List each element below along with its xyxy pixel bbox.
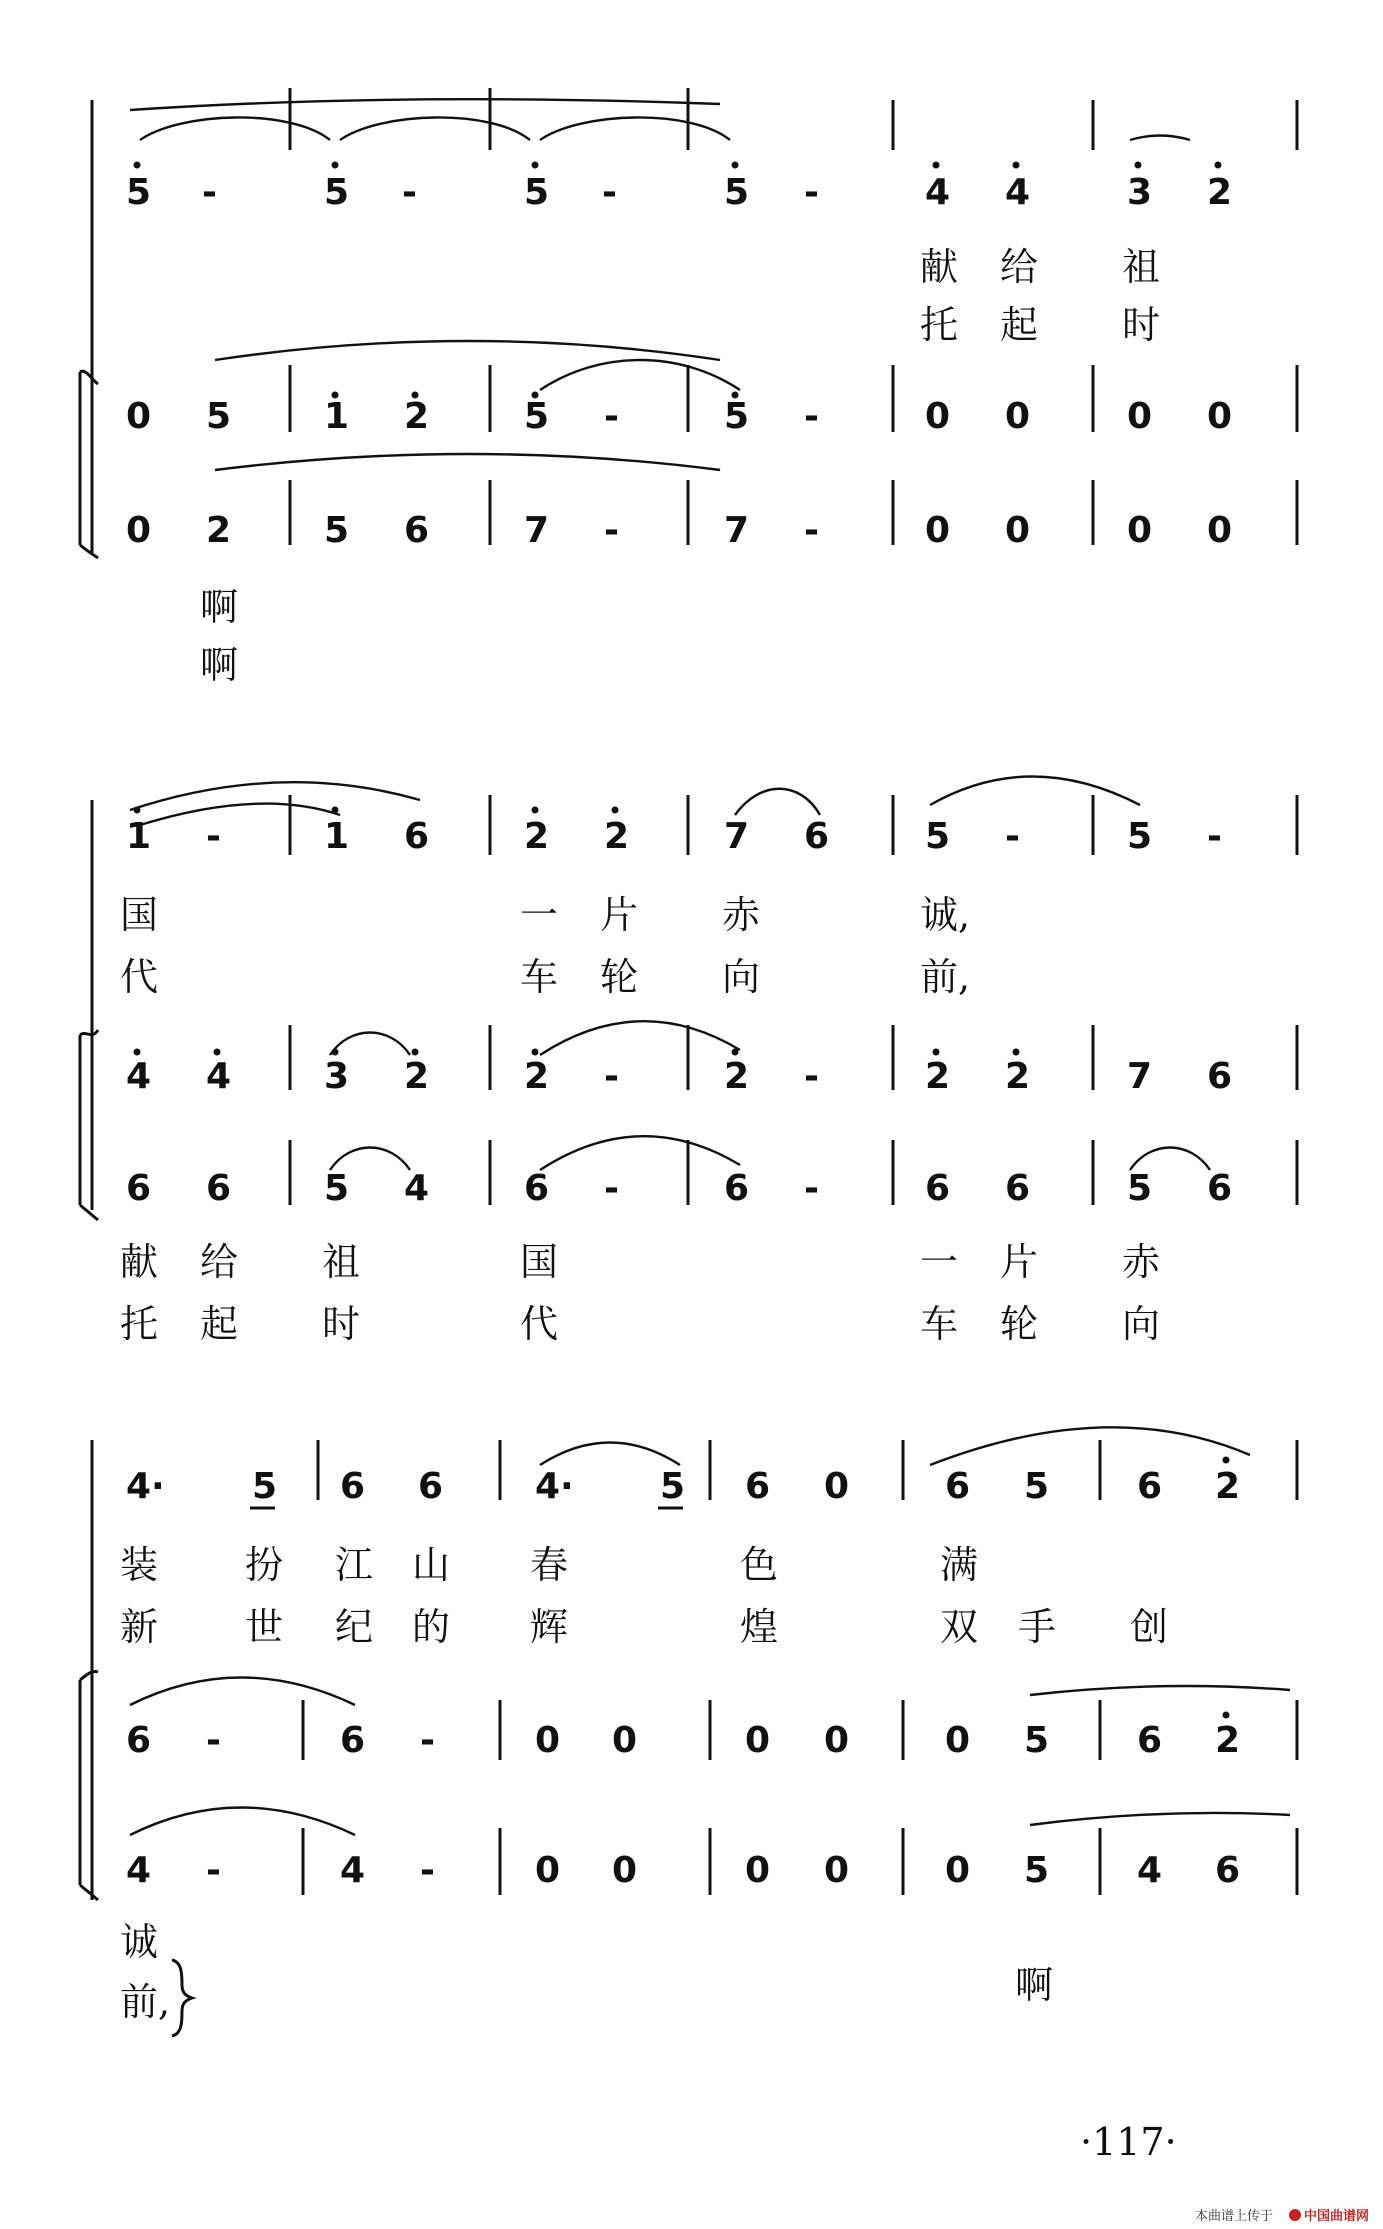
lyric: 一 xyxy=(520,893,559,937)
note: 4 xyxy=(925,172,951,213)
note: 0 xyxy=(126,510,152,551)
lyric: 啊 xyxy=(200,585,239,629)
note: 6 xyxy=(925,1168,951,1209)
note: 0 xyxy=(535,1720,561,1761)
note: 0 xyxy=(945,1720,971,1761)
lyric: 赤 xyxy=(722,893,761,937)
note: 3 xyxy=(324,1056,350,1097)
note: 0 xyxy=(1005,396,1031,437)
note: 6 xyxy=(1137,1720,1163,1761)
note: - xyxy=(604,1168,619,1209)
lyric: 向 xyxy=(722,955,761,999)
note: - xyxy=(206,1720,221,1761)
note: 4 xyxy=(1137,1850,1163,1891)
upload-credit: 本曲谱上传于 xyxy=(1195,2209,1274,2224)
note: 0 xyxy=(1207,510,1233,551)
note: 1 xyxy=(324,816,350,857)
lyric: 煌 xyxy=(740,1605,779,1649)
note: 0 xyxy=(1127,396,1153,437)
lyric: 轮 xyxy=(1000,1302,1039,1346)
lyric: 色 xyxy=(740,1543,779,1587)
lyric: 给 xyxy=(200,1240,239,1284)
note: 0 xyxy=(535,1850,561,1891)
lyric: 起 xyxy=(200,1302,239,1346)
note: 4 xyxy=(404,1168,430,1209)
brace-icon xyxy=(172,1960,192,2036)
note: 4 xyxy=(126,1850,152,1891)
lyric: 手 xyxy=(1018,1605,1057,1649)
note: 6 xyxy=(1207,1168,1233,1209)
note: 2 xyxy=(404,396,430,437)
lyric: 托 xyxy=(920,303,959,347)
note: 5 xyxy=(324,1168,350,1209)
note: 6 xyxy=(340,1720,366,1761)
lyric: 扮 xyxy=(245,1543,284,1587)
note: - xyxy=(804,1168,819,1209)
mid-notes-3 xyxy=(126,1720,1240,1761)
lyric: 车 xyxy=(920,1302,959,1346)
lyric: 代 xyxy=(520,1302,559,1346)
note: 0 xyxy=(824,1720,850,1761)
note: 6 xyxy=(945,1466,971,1507)
note: - xyxy=(602,172,617,213)
note: 6 xyxy=(340,1466,366,1507)
note: 0 xyxy=(1005,510,1031,551)
note: 2 xyxy=(724,1056,750,1097)
note: - xyxy=(202,172,217,213)
note: 6 xyxy=(206,1168,232,1209)
lyric: 献 xyxy=(920,245,959,289)
note: 0 xyxy=(1207,396,1233,437)
lyric: 国 xyxy=(120,893,159,937)
lyric: 片 xyxy=(1000,1240,1039,1284)
note: 5 xyxy=(724,396,750,437)
lyric: 山 xyxy=(412,1543,451,1587)
note: 4· xyxy=(535,1466,574,1507)
lyric: 前, xyxy=(120,1980,171,2024)
note: 6 xyxy=(404,510,430,551)
note: 0 xyxy=(745,1850,771,1891)
lyric: 给 xyxy=(1000,245,1039,289)
note: 4 xyxy=(1005,172,1031,213)
note: 7 xyxy=(724,510,750,551)
lyric: 代 xyxy=(120,955,159,999)
lyric: 双 xyxy=(940,1605,979,1649)
note: 2 xyxy=(524,1056,550,1097)
note: 0 xyxy=(1127,510,1153,551)
note: 2 xyxy=(1207,172,1233,213)
note: 1 xyxy=(126,816,152,857)
note: 0 xyxy=(824,1466,850,1507)
note: 7 xyxy=(524,510,550,551)
site-logo-text: 中国曲谱网 xyxy=(1304,2209,1370,2224)
staff-bracket xyxy=(80,1030,98,1220)
note: - xyxy=(1005,816,1020,857)
lyric: 满 xyxy=(940,1543,979,1587)
note: 5 xyxy=(252,1466,278,1507)
note: - xyxy=(804,172,819,213)
note: 2 xyxy=(1215,1720,1241,1761)
lyric: 托 xyxy=(120,1302,159,1346)
note: 2 xyxy=(1005,1056,1031,1097)
note: 6 xyxy=(724,1168,750,1209)
low-notes-2 xyxy=(126,1168,1232,1209)
low-notes-1 xyxy=(126,510,1232,551)
note: 6 xyxy=(804,816,830,857)
note: 7 xyxy=(1127,1056,1153,1097)
note: 4 xyxy=(126,1056,152,1097)
note: - xyxy=(206,816,221,857)
note: - xyxy=(804,510,819,551)
note: 5 xyxy=(1127,816,1153,857)
note: - xyxy=(402,172,417,213)
system-2 xyxy=(80,777,1297,1347)
note: 6 xyxy=(1005,1168,1031,1209)
note: 4 xyxy=(206,1056,232,1097)
lyric: 时 xyxy=(322,1302,361,1346)
note: - xyxy=(804,396,819,437)
note: 0 xyxy=(925,396,951,437)
note: 5 xyxy=(206,396,232,437)
lyric: 辉 xyxy=(530,1605,569,1649)
note: 1 xyxy=(324,396,350,437)
note: 0 xyxy=(612,1720,638,1761)
lyric: 诚 xyxy=(120,1920,159,1964)
note: 0 xyxy=(612,1850,638,1891)
low-notes-3 xyxy=(126,1850,1240,1891)
note: - xyxy=(420,1850,435,1891)
lyric: 啊 xyxy=(1015,1963,1054,2007)
note: 2 xyxy=(206,510,232,551)
note: 5 xyxy=(1024,1466,1050,1507)
lyric: 诚, xyxy=(920,893,971,937)
top-notes-3 xyxy=(126,1466,1240,1507)
note: 6 xyxy=(418,1466,444,1507)
note: 2 xyxy=(524,816,550,857)
top-notes-1 xyxy=(126,172,1232,213)
note: 5 xyxy=(324,172,350,213)
note: 2 xyxy=(1215,1466,1241,1507)
lyric: 创 xyxy=(1130,1605,1169,1649)
lyric: 新 xyxy=(120,1605,159,1649)
note: 2 xyxy=(604,816,630,857)
lyric: 轮 xyxy=(600,955,639,999)
note: 6 xyxy=(126,1168,152,1209)
note: 4· xyxy=(126,1466,165,1507)
page-number: ·117· xyxy=(1080,2120,1177,2164)
lyric: 向 xyxy=(1122,1302,1161,1346)
note: 0 xyxy=(824,1850,850,1891)
note: 5 xyxy=(1024,1850,1050,1891)
lyric: 片 xyxy=(600,893,639,937)
note: 6 xyxy=(1215,1850,1241,1891)
lyric: 车 xyxy=(520,955,559,999)
note: 6 xyxy=(745,1466,771,1507)
note: 2 xyxy=(925,1056,951,1097)
note: 6 xyxy=(524,1168,550,1209)
note: 5 xyxy=(524,396,550,437)
note: 0 xyxy=(945,1850,971,1891)
note: 6 xyxy=(404,816,430,857)
note: 5 xyxy=(324,510,350,551)
staff-bracket xyxy=(80,1672,98,1900)
note: 7 xyxy=(724,816,750,857)
note: 6 xyxy=(1137,1466,1163,1507)
lyric: 的 xyxy=(412,1605,451,1649)
lyric: 时 xyxy=(1122,303,1161,347)
lyric: 春 xyxy=(530,1543,569,1587)
lyric: 献 xyxy=(120,1240,159,1284)
staff-bracket xyxy=(80,371,98,558)
note: - xyxy=(420,1720,435,1761)
note: 0 xyxy=(925,510,951,551)
lyric: 装 xyxy=(120,1543,159,1587)
note: - xyxy=(604,1056,619,1097)
note: 0 xyxy=(745,1720,771,1761)
note: - xyxy=(1207,816,1222,857)
note: 4 xyxy=(340,1850,366,1891)
lyric: 纪 xyxy=(335,1605,374,1649)
note: 5 xyxy=(660,1466,686,1507)
note: 5 xyxy=(925,816,951,857)
note: - xyxy=(604,396,619,437)
lyric: 世 xyxy=(245,1605,284,1649)
note: 5 xyxy=(524,172,550,213)
lyric: 祖 xyxy=(1122,245,1161,289)
lyric: 前, xyxy=(920,955,971,999)
note: - xyxy=(206,1850,221,1891)
note: - xyxy=(604,510,619,551)
note: - xyxy=(804,1056,819,1097)
lyric: 起 xyxy=(1000,303,1039,347)
note: 5 xyxy=(126,172,152,213)
lyric: 赤 xyxy=(1122,1240,1161,1284)
lyric: 一 xyxy=(920,1240,959,1284)
system-1 xyxy=(80,88,1297,687)
mid-notes-2 xyxy=(126,1056,1232,1097)
lyric: 江 xyxy=(335,1543,374,1587)
note: 5 xyxy=(1024,1720,1050,1761)
note: 2 xyxy=(404,1056,430,1097)
system-3 xyxy=(80,1427,1297,2036)
note: 5 xyxy=(1127,1168,1153,1209)
lyric: 祖 xyxy=(322,1240,361,1284)
lyric: 啊 xyxy=(200,643,239,687)
mid-notes-1 xyxy=(126,396,1232,437)
note: 6 xyxy=(126,1720,152,1761)
lyric: 国 xyxy=(520,1240,559,1284)
note: 5 xyxy=(724,172,750,213)
note: 6 xyxy=(1207,1056,1233,1097)
note: 0 xyxy=(126,396,152,437)
note: 3 xyxy=(1127,172,1153,213)
site-logo xyxy=(1289,2208,1369,2224)
